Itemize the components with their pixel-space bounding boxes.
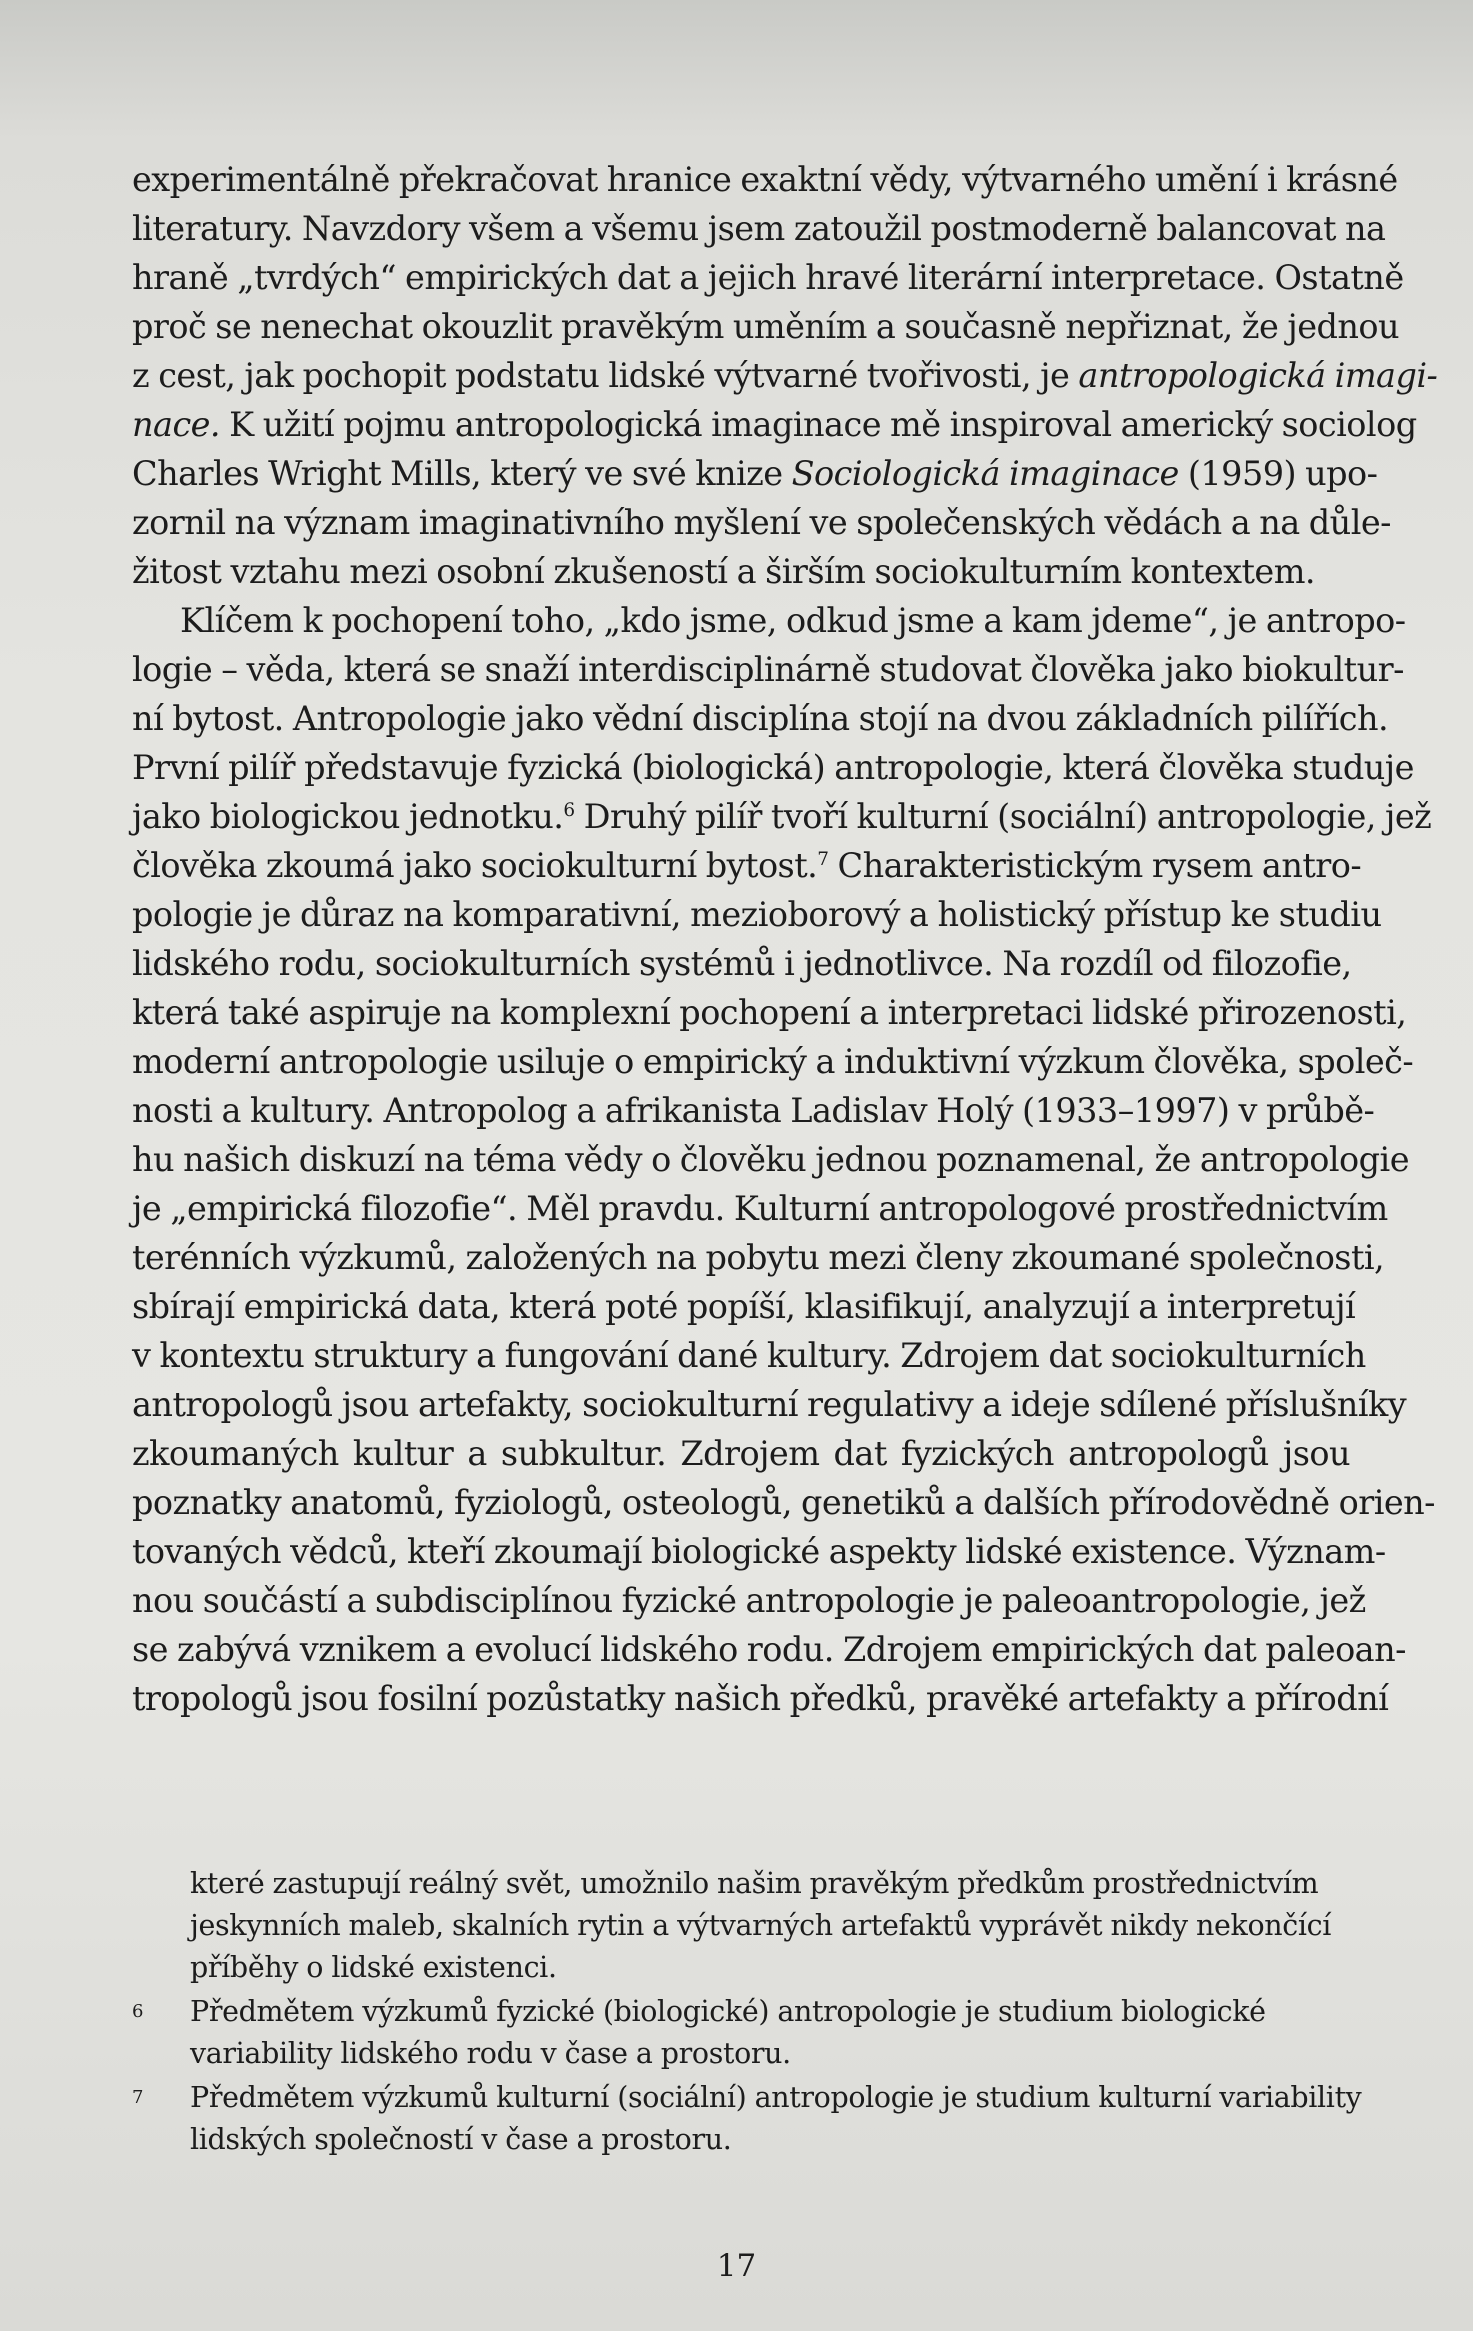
italic-term: antropologická imagi- bbox=[1078, 356, 1438, 395]
text-line: nosti a kultury. Antropolog a afrikanista Ladislav Holý (1933–1997) v průbě- bbox=[132, 1091, 1375, 1130]
text-line: lidského rodu, sociokulturních systémů i jednotlivce. Na rozdíl od filozofie, bbox=[132, 944, 1352, 983]
text-line: literatury. Navzdory všem a všemu jsem zatoužil postmoderně balancovat na bbox=[132, 209, 1386, 248]
main-text bbox=[132, 155, 1438, 1723]
text-line bbox=[132, 351, 1438, 400]
text-line: poznatky anatomů, fyziologů, osteologů, genetiků a dalších přírodovědně orien- bbox=[132, 1483, 1435, 1522]
text-line: hu našich diskuzí na téma vědy o člověku jednou poznamenal, že antropologie bbox=[132, 1140, 1409, 1179]
text-line: ní bytost. Antropologie jako vědní disciplína stojí na dvou základních pilířích. bbox=[132, 699, 1389, 738]
text-segment: jako biologickou jednotku. bbox=[132, 797, 564, 836]
text-segment: člověka zkoumá jako sociokulturní bytost. bbox=[132, 846, 818, 885]
footnote-line: Předmětem výzkumů kulturní (sociální) antropologie je studium kulturní variability bbox=[190, 2081, 1362, 2114]
text-line: tropologů jsou fosilní pozůstatky našich předků, pravěké artefakty a přírodní bbox=[132, 1679, 1389, 1718]
footnote-ref-6[interactable]: 6 bbox=[563, 799, 575, 821]
footnote-7 bbox=[132, 2077, 1362, 2161]
text-segment: z cest, jak pochopit podstatu lidské výtvarné tvořivosti, je bbox=[132, 356, 1070, 395]
text-line bbox=[132, 400, 1417, 449]
text-line: terénních výzkumů, založených na pobytu mezi členy zkoumané společnosti, bbox=[132, 1238, 1385, 1277]
text-line: pologie je důraz na komparativní, mezioborový a holistický přístup ke studiu bbox=[132, 895, 1382, 934]
text-line: moderní antropologie usiluje o empirický a induktivní výzkum člověka, společ- bbox=[132, 1042, 1414, 1081]
text-line: nou součástí a subdisciplínou fyzické antropologie je paleoantropologie, jež bbox=[132, 1581, 1366, 1620]
text-line: zkoumaných kultur a subkultur. Zdrojem dat fyzických antropologů jsou bbox=[132, 1434, 1350, 1473]
text-line bbox=[132, 841, 1362, 890]
text-line: hraně „tvrdých“ empirických dat a jejich hravé literární interpretace. Ostatně bbox=[132, 258, 1404, 297]
text-segment: K užití pojmu antropologická imaginace mě inspiroval americký sociolog bbox=[229, 405, 1417, 444]
text-line: experimentálně překračovat hranice exaktní vědy, výtvarného umění i krásné bbox=[132, 160, 1398, 199]
text-line: antropologů jsou artefakty, sociokulturní regulativy a ideje sdílené příslušníky bbox=[132, 1385, 1407, 1424]
text-line: sbírají empirická data, která poté popíší, klasifikují, analyzují a interpretují bbox=[132, 1287, 1356, 1326]
text-line: logie – věda, která se snaží interdisciplinárně studovat člověka jako biokultur- bbox=[132, 650, 1404, 689]
footnote-continuation bbox=[132, 1863, 1362, 1989]
footnote-6 bbox=[132, 1991, 1362, 2075]
footnote-number: 7 bbox=[132, 2087, 144, 2108]
footnote-line: Předmětem výzkumů fyzické (biologické) antropologie je studium biologické bbox=[190, 1995, 1266, 2028]
book-title: Sociologická imaginace bbox=[791, 454, 1179, 493]
text-line: je „empirická filozofie“. Měl pravdu. Kulturní antropologové prostřednictvím bbox=[132, 1189, 1388, 1228]
text-line: žitost vztahu mezi osobní zkušeností a širším sociokulturním kontextem. bbox=[132, 552, 1316, 591]
text-line: v kontextu struktury a fungování dané kultury. Zdrojem dat sociokulturních bbox=[132, 1336, 1366, 1375]
italic-term: nace. bbox=[132, 405, 221, 444]
text-line bbox=[132, 449, 1378, 498]
footnote-number: 6 bbox=[132, 2001, 144, 2022]
footnote-ref-7[interactable]: 7 bbox=[817, 848, 829, 870]
footnotes bbox=[132, 1863, 1362, 2161]
text-line: tovaných vědců, kteří zkoumají biologické aspekty lidské existence. Význam- bbox=[132, 1532, 1386, 1571]
footnote-line: které zastupují reálný svět, umožnilo našim pravěkým předkům prostřednictvím bbox=[190, 1867, 1319, 1900]
text-line bbox=[132, 792, 1432, 841]
footnote-line: příběhy o lidské existenci. bbox=[190, 1951, 557, 1984]
text-line: proč se nenechat okouzlit pravěkým uměním a současně nepřiznat, že jednou bbox=[132, 307, 1400, 346]
paragraph-start-line: Klíčem k pochopení toho, „kdo jsme, odkud jsme a kam jdeme“, je antropo- bbox=[180, 601, 1406, 640]
footnote-line: lidských společností v čase a prostoru. bbox=[190, 2123, 732, 2156]
text-segment: Charles Wright Mills, který ve své knize bbox=[132, 454, 783, 493]
page-number: 17 bbox=[716, 2248, 757, 2284]
text-line: která také aspiruje na komplexní pochopení a interpretaci lidské přirozenosti, bbox=[132, 993, 1407, 1032]
text-segment: (1959) upo- bbox=[1187, 454, 1378, 493]
text-line: zornil na význam imaginativního myšlení ve společenských vědách a na důle- bbox=[132, 503, 1391, 542]
text-segment: Druhý pilíř tvoří kulturní (sociální) antropologie, jež bbox=[583, 797, 1432, 836]
text-segment: Charakteristickým rysem antro- bbox=[837, 846, 1362, 885]
footnote-line: jeskynních maleb, skalních rytin a výtvarných artefaktů vyprávět nikdy nekončící bbox=[190, 1909, 1332, 1942]
text-line: První pilíř představuje fyzická (biologická) antropologie, která člověka studuje bbox=[132, 748, 1414, 787]
footnote-line: variability lidského rodu v čase a prostoru. bbox=[190, 2037, 791, 2070]
text-line: se zabývá vznikem a evolucí lidského rodu. Zdrojem empirických dat paleoan- bbox=[132, 1630, 1406, 1669]
